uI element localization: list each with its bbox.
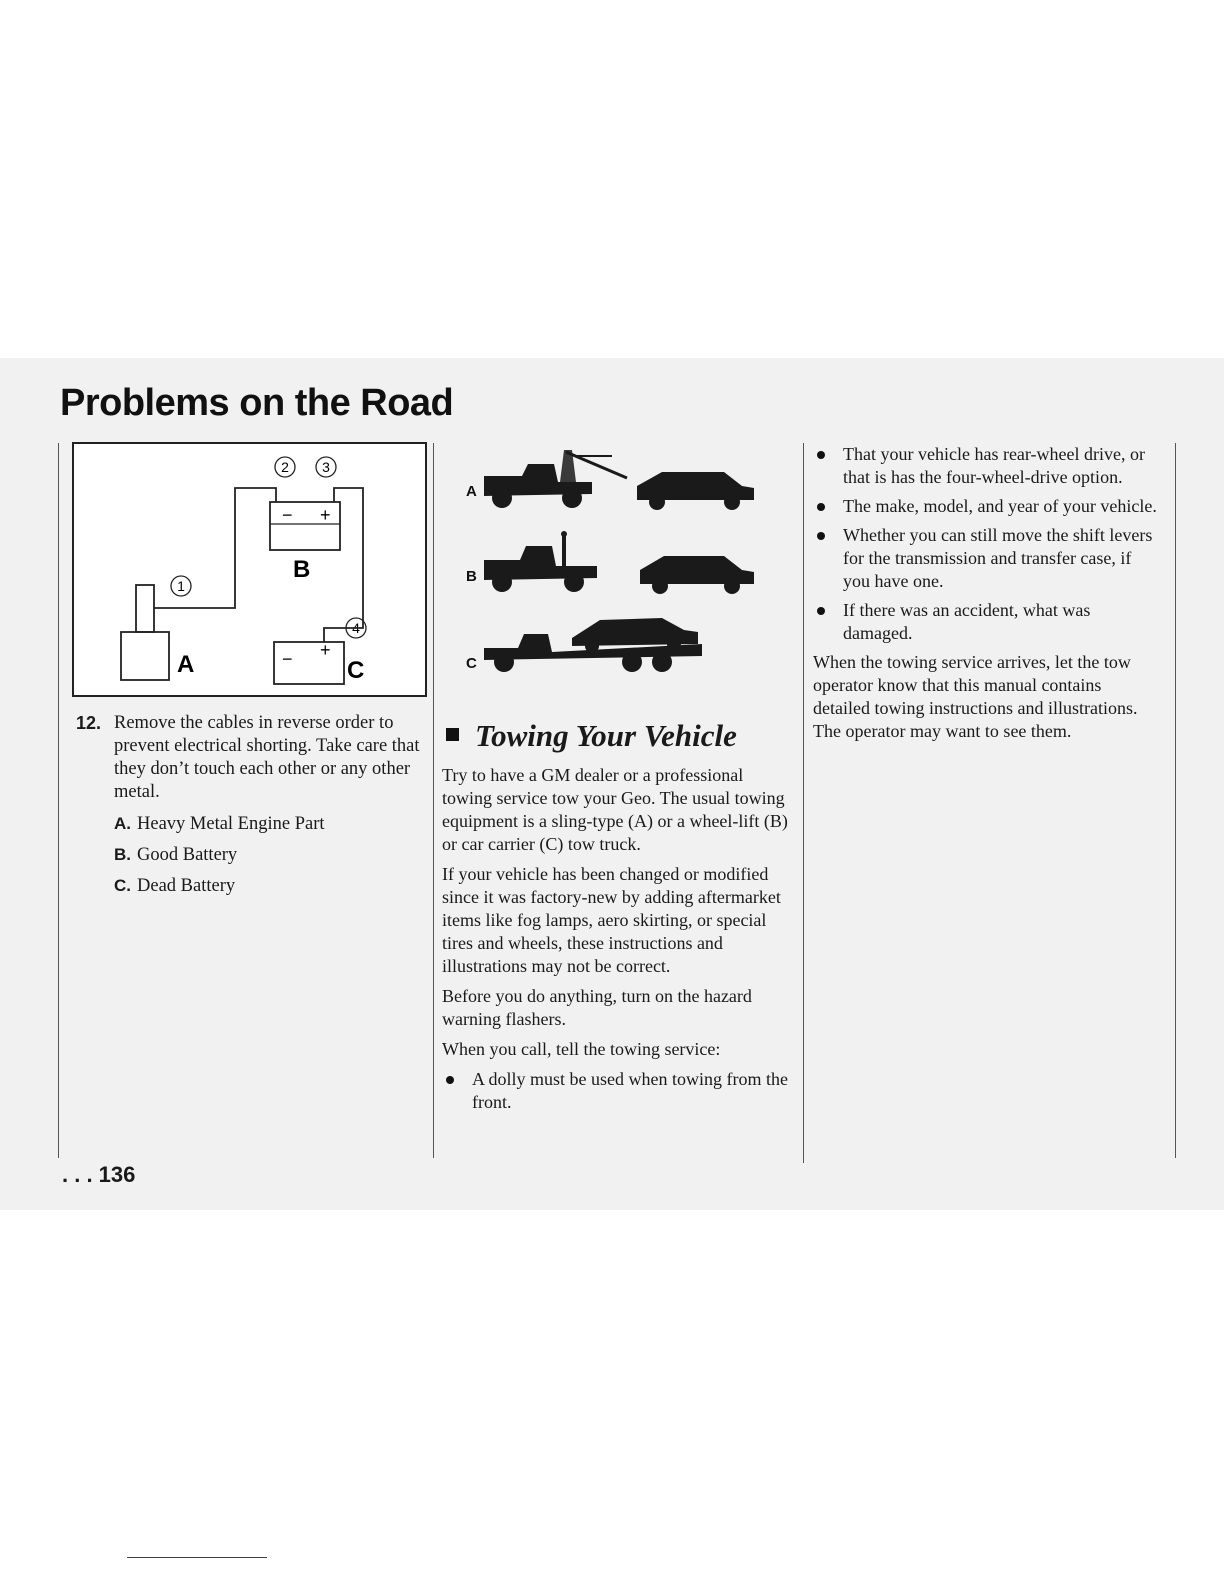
- legend-label: Dead Battery: [137, 876, 236, 896]
- page-number: . . . 136: [62, 1162, 136, 1187]
- tow-label-c: C: [466, 655, 477, 672]
- towed-car-b-icon: [640, 556, 754, 594]
- towing-column-3: [813, 443, 1161, 750]
- towing-column-2: [442, 718, 794, 1121]
- list-item-text: That your vehicle has rear-wheel drive, or that is has the four-wheel-drive option.: [843, 444, 1146, 487]
- callout-3-label: 3: [322, 459, 330, 475]
- list-item: [813, 443, 1161, 489]
- sling-tow-truck-icon: [484, 450, 627, 508]
- good-battery-minus: −: [282, 505, 293, 525]
- list-item-text: If there was an accident, what was damaged.: [843, 600, 1091, 643]
- jumper-cable-diagram: [72, 442, 427, 697]
- legend-item-b: [114, 843, 421, 867]
- good-battery-plus: +: [320, 505, 331, 525]
- tow-label-b: B: [466, 568, 477, 585]
- bullet-icon: [817, 532, 825, 540]
- label-c: C: [347, 657, 365, 684]
- label-b: B: [293, 556, 311, 583]
- closing-paragraph: When the towing service arrives, let the tow operator know that this manual contains detailed towing instructions and illustrations. The operator may want to see them.: [813, 652, 1138, 741]
- tow-label-a: A: [466, 483, 477, 500]
- legend-key: B.: [114, 845, 131, 864]
- list-item: [442, 1068, 794, 1114]
- dead-battery-plus: +: [320, 640, 331, 660]
- bullet-icon: [817, 503, 825, 511]
- towed-car-a-icon: [637, 472, 754, 510]
- bullet-list: [442, 1068, 794, 1114]
- column-rule-1: [433, 443, 434, 1158]
- list-item: [813, 599, 1161, 645]
- list-item-text: The make, model, and year of your vehicle.: [843, 496, 1157, 516]
- legend-key: A.: [114, 814, 131, 833]
- bullet-icon: [817, 607, 825, 615]
- list-item: [813, 524, 1161, 593]
- list-item-text: Whether you can still move the shift levers for the transmission and transfer case, if you have one.: [843, 525, 1153, 591]
- callout-1-label: 1: [177, 578, 185, 594]
- heading-square-icon: [446, 728, 459, 741]
- legend-item-c: [114, 874, 421, 898]
- section-heading-text: Towing Your Vehicle: [475, 718, 737, 753]
- footer-rule: [127, 1557, 267, 1558]
- column-rule-2: [803, 443, 804, 1163]
- legend-item-a: [114, 812, 421, 836]
- list-item: [813, 495, 1161, 518]
- callout-4-label: 4: [352, 620, 360, 636]
- legend-label: Heavy Metal Engine Part: [137, 814, 325, 834]
- dead-battery-minus: −: [282, 649, 293, 669]
- paragraph: Before you do anything, turn on the hazard warning flashers.: [442, 986, 752, 1029]
- paragraph: Try to have a GM dealer or a professional towing service tow your Geo. The usual towing equipment is a sling-type (A) or a wheel-lift (B) or car carrier (C) tow truck.: [442, 765, 788, 854]
- step-text: Remove the cables in reverse order to prevent electrical shorting. Take care that they don’t touch each other or any other metal.: [114, 713, 420, 802]
- step-number: 12.: [76, 713, 102, 733]
- page-title: Problems on the Road: [60, 382, 454, 424]
- legend-label: Good Battery: [137, 845, 238, 865]
- bullet-icon: [446, 1076, 454, 1084]
- paragraph: When you call, tell the towing service:: [442, 1039, 721, 1059]
- diagram-legend: [114, 812, 421, 898]
- bullet-icon: [817, 451, 825, 459]
- legend-key: C.: [114, 876, 131, 895]
- tow-truck-illustration: [462, 448, 762, 688]
- label-a: A: [177, 651, 195, 678]
- bullet-list: [813, 443, 1161, 645]
- list-item-text: A dolly must be used when towing from the front.: [472, 1069, 788, 1112]
- column-rule-left: [58, 443, 59, 1158]
- step-12: [76, 712, 421, 905]
- section-heading: [446, 718, 794, 754]
- column-rule-right: [1175, 443, 1176, 1158]
- paragraph: If your vehicle has been changed or modified since it was factory-new by adding aftermarket items like fog lamps, aero skirting, or special tires and wheels, these instructions and illustrations may not be correct.: [442, 864, 781, 976]
- wheel-lift-tow-truck-icon: [484, 531, 597, 592]
- callout-2-label: 2: [281, 459, 289, 475]
